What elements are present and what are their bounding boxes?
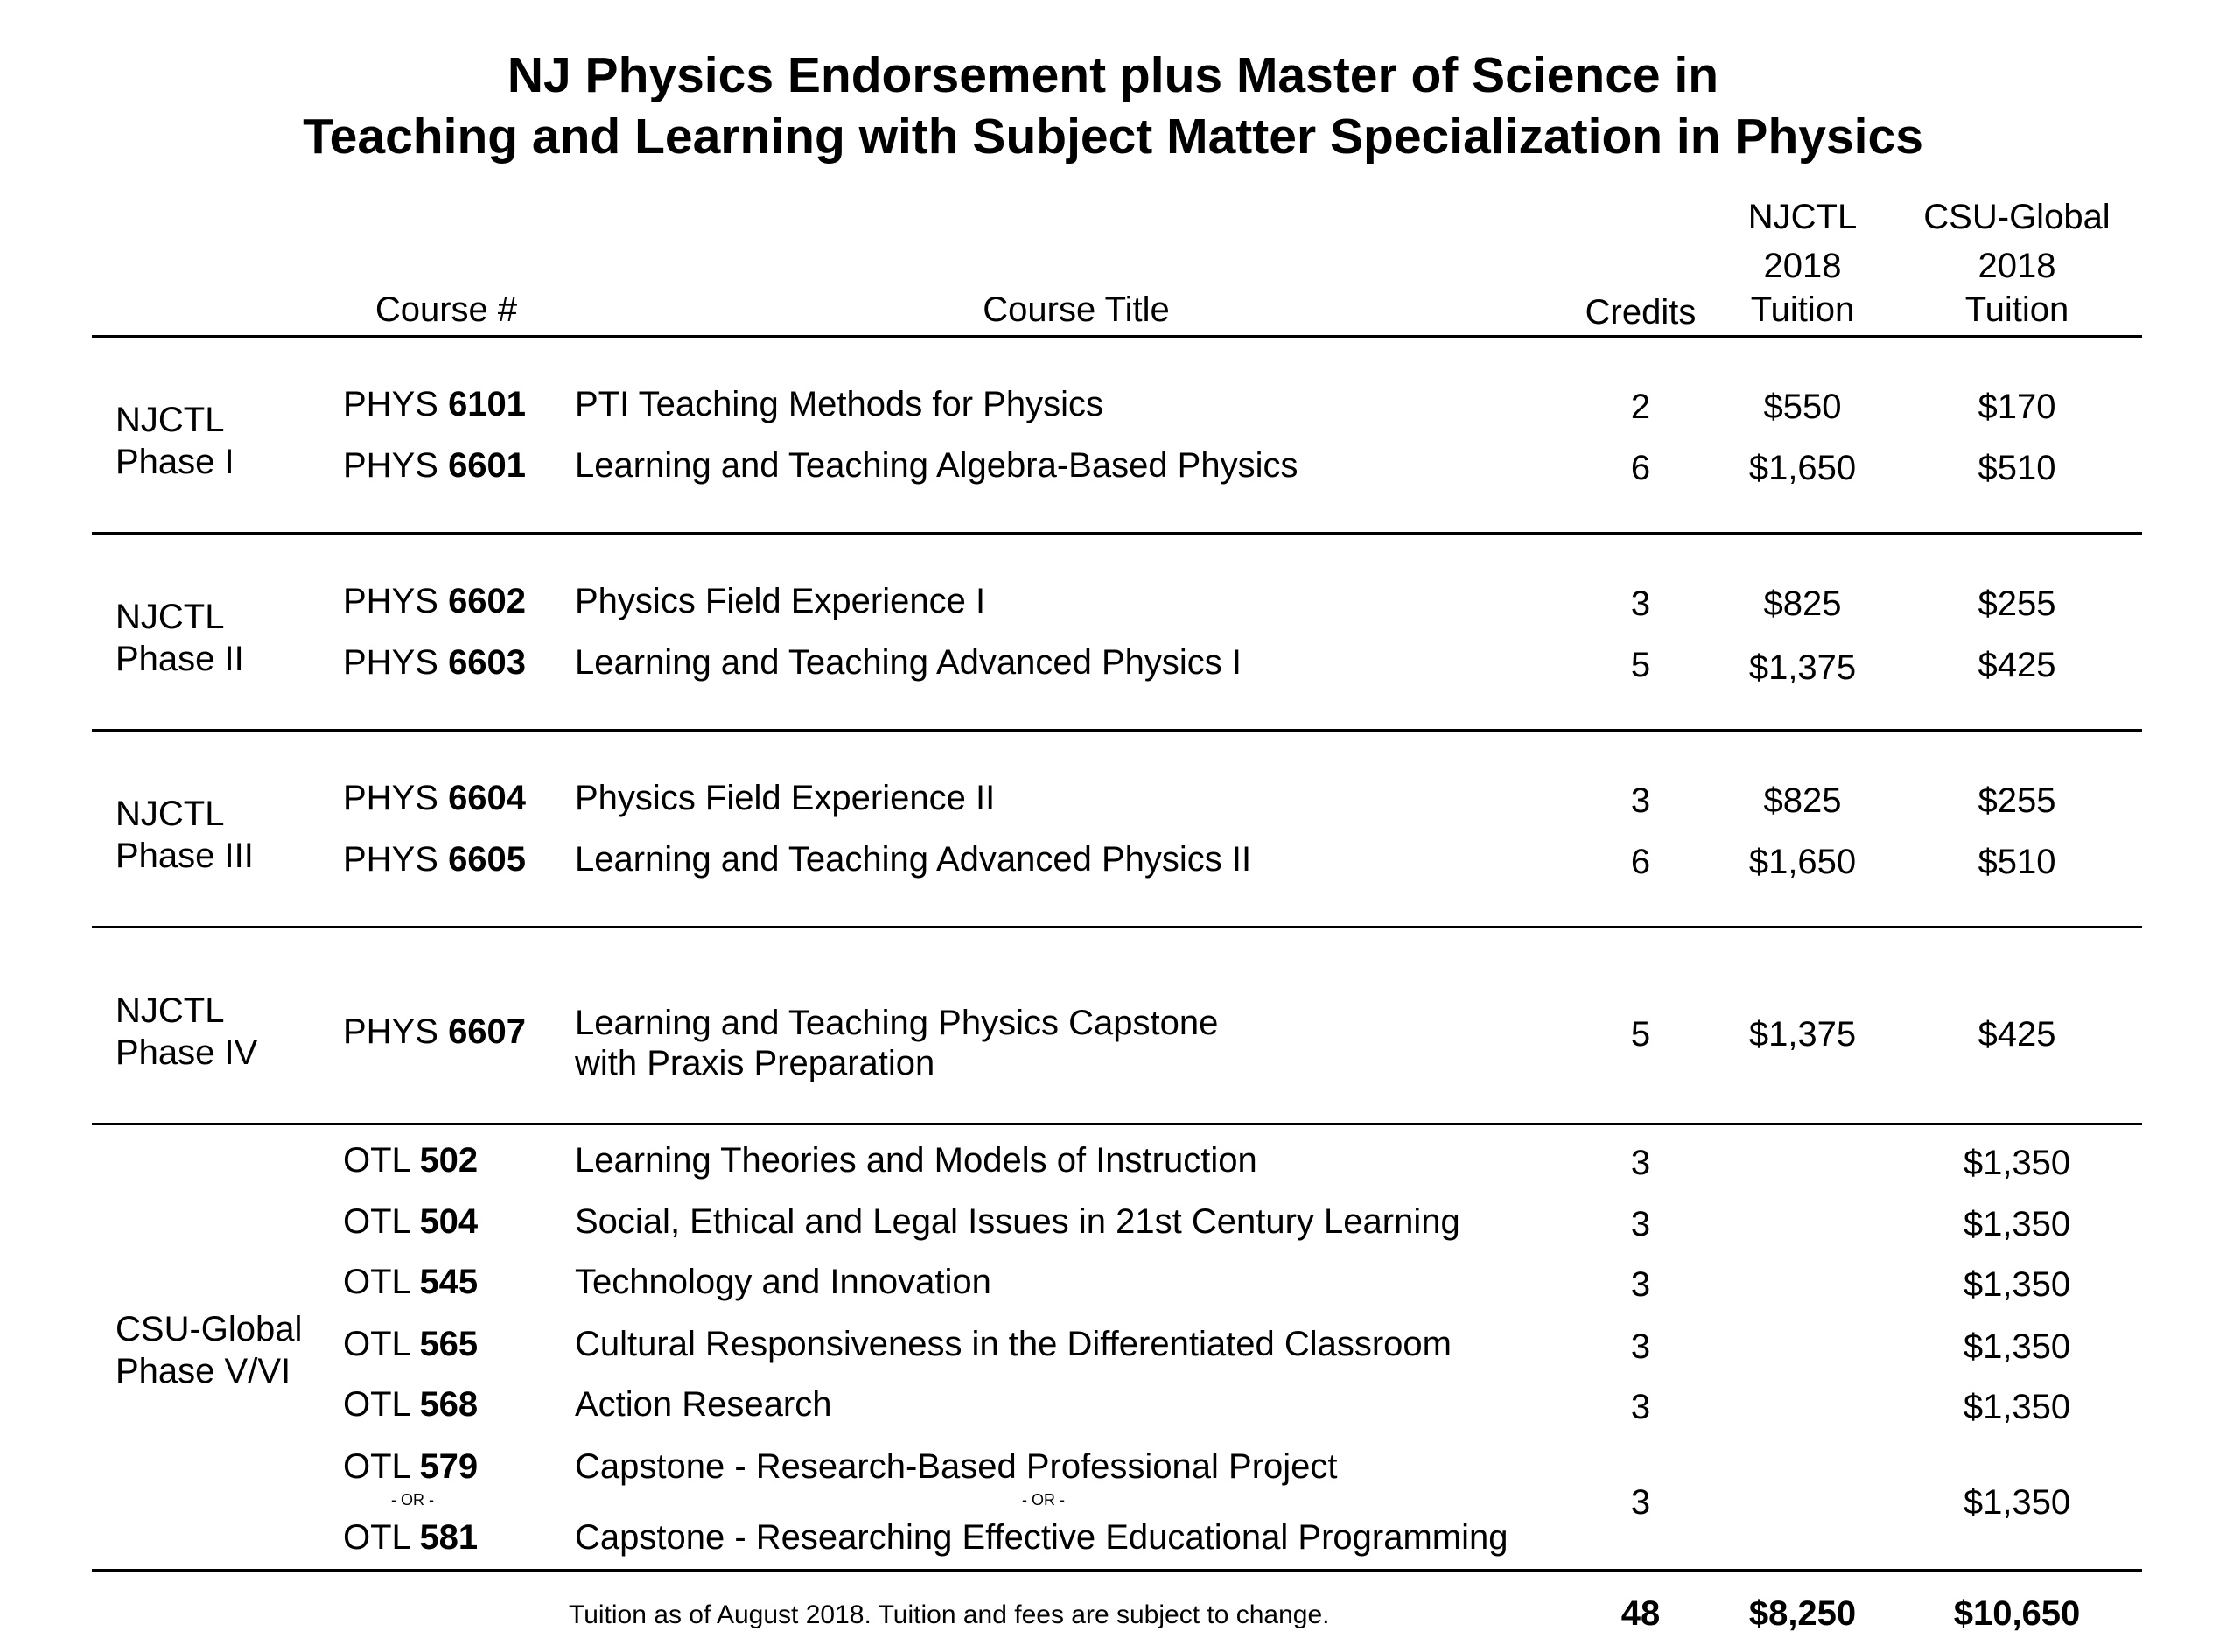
csu-tuition: $255: [1978, 584, 2056, 623]
njctl-tuition: $1,375: [1748, 648, 1857, 687]
phase-label-4: [116, 990, 257, 1074]
njctl-tuition: $1,650: [1748, 843, 1857, 881]
phase-label-2: [116, 596, 244, 680]
or-separator-course-title: - OR -: [1022, 1491, 1065, 1508]
phase-label-4-line2: Phase IV: [116, 1033, 258, 1072]
course-credits: 6: [1630, 843, 1651, 881]
total-csu-tuition: $10,650: [1953, 1594, 2081, 1633]
total-credits: 48: [1620, 1594, 1661, 1633]
header-njctl-line1: NJCTL: [1747, 198, 1858, 236]
course-title: Learning and Teaching Advanced Physics II: [575, 840, 1252, 878]
course-credits: 3: [1630, 781, 1651, 820]
njctl-tuition: $550: [1763, 388, 1842, 426]
course-number: PHYS 6607: [343, 1012, 527, 1051]
course-title: PTI Teaching Methods for Physics: [575, 385, 1103, 424]
total-njctl-tuition: $8,250: [1748, 1594, 1857, 1633]
rule-phase-2: [92, 729, 2142, 732]
phase-label-3-line2: Phase III: [116, 836, 254, 875]
csu-tuition: $425: [1978, 1015, 2056, 1054]
njctl-tuition: $1,375: [1748, 1015, 1857, 1054]
phase-label-1: [116, 399, 234, 483]
phase-label-2-line1: NJCTL: [116, 598, 225, 636]
course-credits: 3: [1630, 1144, 1651, 1182]
course-title: Physics Field Experience I: [575, 582, 986, 620]
rule-phase-4: [92, 1123, 2142, 1125]
csu-tuition: $510: [1978, 843, 2056, 881]
csu-tuition: $510: [1978, 449, 2056, 487]
course-credits: 5: [1630, 646, 1651, 684]
njctl-tuition: $825: [1763, 781, 1842, 820]
course-title: Capstone - Researching Effective Educational Programming: [575, 1518, 1508, 1557]
course-number: PHYS 6605: [343, 840, 527, 878]
or-separator-course-number: - OR -: [391, 1491, 434, 1508]
course-number: PHYS 6603: [343, 643, 527, 682]
course-title-line1: Learning and Teaching Physics Capstone: [575, 1004, 1219, 1042]
course-credits: 3: [1630, 1388, 1651, 1426]
njctl-tuition: $1,650: [1748, 449, 1857, 487]
header-course-title: Course Title: [983, 290, 1170, 329]
course-credits: 3: [1630, 584, 1651, 623]
course-credits: 5: [1630, 1015, 1651, 1054]
header-njctl-line2: 2018: [1763, 247, 1842, 285]
rule-phase-3: [92, 926, 2142, 928]
course-credits: 3: [1630, 1265, 1651, 1304]
phase-label-5-line1: CSU-Global: [116, 1310, 303, 1348]
course-number: OTL 502: [343, 1141, 479, 1180]
phase-label-3-line1: NJCTL: [116, 794, 225, 833]
csu-tuition: $1,350: [1963, 1205, 2071, 1243]
course-number: OTL 565: [343, 1325, 479, 1363]
course-number: PHYS 6601: [343, 446, 527, 485]
phase-label-5: [116, 1308, 302, 1392]
phase-label-5-line2: Phase V/VI: [116, 1352, 291, 1390]
course-title: Social, Ethical and Legal Issues in 21st Century Learning: [575, 1202, 1460, 1241]
header-njctl-line3: Tuition: [1750, 290, 1855, 329]
course-title: Physics Field Experience II: [575, 779, 996, 817]
phase-label-1-line2: Phase I: [116, 443, 234, 481]
course-number: PHYS 6604: [343, 779, 527, 817]
csu-tuition: $1,350: [1963, 1327, 2071, 1366]
course-number: OTL 545: [343, 1263, 479, 1301]
course-number: OTL 579: [343, 1447, 479, 1486]
course-credits: 6: [1630, 449, 1651, 487]
header-csu-line3: Tuition: [1964, 290, 2069, 329]
course-title: Action Research: [575, 1385, 832, 1424]
course-title: Cultural Responsiveness in the Differentiated Classroom: [575, 1325, 1452, 1363]
csu-tuition: $1,350: [1963, 1483, 2071, 1522]
csu-tuition: $1,350: [1963, 1144, 2071, 1182]
course-credits: 3: [1630, 1327, 1651, 1366]
csu-tuition: $170: [1978, 388, 2056, 426]
course-credits: 3: [1630, 1483, 1651, 1522]
phase-label-4-line1: NJCTL: [116, 991, 225, 1030]
header-csu-line2: 2018: [1978, 247, 2056, 285]
course-title: Capstone - Research-Based Professional Project: [575, 1447, 1338, 1486]
rule-phase-1: [92, 532, 2142, 535]
course-number: PHYS 6602: [343, 582, 527, 620]
rule-header: [92, 335, 2142, 338]
tuition-note: Tuition as of August 2018. Tuition and fees are subject to change.: [569, 1600, 1330, 1629]
page-title-line1: NJ Physics Endorsement plus Master of Science in: [507, 47, 1719, 103]
course-number: OTL 568: [343, 1385, 479, 1424]
course-credits: 3: [1630, 1205, 1651, 1243]
header-course-number: Course #: [374, 290, 518, 329]
csu-tuition: $255: [1978, 781, 2056, 820]
page-title-line2: Teaching and Learning with Subject Matter Specialization in Physics: [303, 108, 1923, 164]
course-title: Learning and Teaching Algebra-Based Physics: [575, 446, 1298, 485]
csu-tuition: $1,350: [1963, 1388, 2071, 1426]
course-title: Learning and Teaching Advanced Physics I: [575, 643, 1242, 682]
phase-label-2-line2: Phase II: [116, 640, 244, 678]
course-number: OTL 504: [343, 1202, 479, 1241]
course-title: [575, 1003, 1218, 1083]
course-title-line2: with Praxis Preparation: [575, 1044, 935, 1082]
header-csu-line1: CSU-Global: [1923, 198, 2110, 236]
header-credits: Credits: [1585, 293, 1697, 332]
csu-tuition: $1,350: [1963, 1265, 2071, 1304]
phase-label-1-line1: NJCTL: [116, 401, 225, 439]
csu-tuition: $425: [1978, 646, 2056, 684]
course-credits: 2: [1630, 388, 1651, 426]
course-number: PHYS 6101: [343, 385, 527, 424]
rule-footer: [92, 1569, 2142, 1572]
course-title: Technology and Innovation: [575, 1263, 991, 1301]
course-number: OTL 581: [343, 1518, 479, 1557]
course-title: Learning Theories and Models of Instruction: [575, 1141, 1257, 1180]
phase-label-3: [116, 793, 254, 877]
njctl-tuition: $825: [1763, 584, 1842, 623]
